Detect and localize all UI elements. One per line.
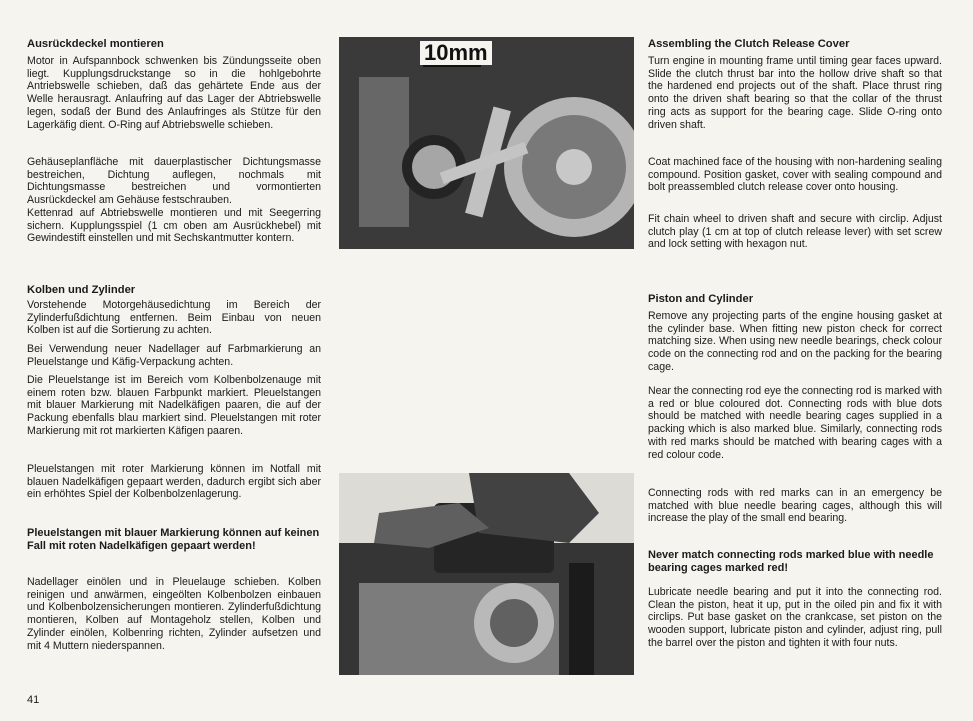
page-number: 41	[27, 694, 40, 706]
paragraph: Pleuelstangen mit roter Markierung können im Notfall mit blauen Nadelkäfigen gepaart werden, dadurch ergibt sich aber ein erhöhtes Spiel der Kolbenbolzenlagerung.	[27, 463, 321, 501]
paragraph: Coat machined face of the housing with non-hardening sealing compound. Position gasket, cover with sealing compound and bolt preassembled clutch release cover onto housing.	[648, 156, 942, 194]
warning-text: Pleuelstangen mit blauer Markierung können auf keinen Fall mit roten Nadelkäfigen gepaart werden!	[27, 527, 320, 553]
heading-kolben-zylinder: Kolben und Zylinder	[27, 284, 136, 296]
paragraph: Turn engine in mounting frame until timing gear faces upward. Slide the clutch thrust bar into the hollow drive shaft so that the hardened end projects out of the shaft. Place thrust ring onto the driven shaft bearing so that the collar of the thrust ring acts as support for the bearing cage. Slide O-ring onto driven shaft.	[648, 55, 942, 131]
heading-piston-cylinder: Piston and Cylinder	[648, 293, 754, 305]
paragraph: Gehäuseplanfläche mit dauerplastischer Dichtungsmasse bestreichen, Dichtung auflegen, nochmals mit Dichtungsmasse bestreichen und vormontierten Ausrückdeckel am Gehäuse festschrauben.	[27, 156, 321, 207]
dimension-label: 10mm	[420, 41, 492, 65]
paragraph: Lubricate needle bearing and put it into the connecting rod. Clean the piston, heat it up, put in the oiled pin and fix it with circlips. Put base gasket on the crankcase, set piston on the wooden support, lubricate piston and cylinder, adjust ring, pull the barrel over the piston and tighten it with four nuts.	[648, 586, 942, 649]
paragraph: Near the connecting rod eye the connecting rod is marked with a red or blue coloured dot. Connecting rods with blue dots should be matched with needle bearing cages supplied in a packing which is also marked blue. Similarly, connecting rods with red marks should be matched with bearing cages with a red colour code.	[648, 385, 942, 461]
heading-ausrueckdeckel: Ausrückdeckel montieren	[27, 38, 164, 50]
paragraph: Nadellager einölen und in Pleuelauge schieben. Kolben reinigen und anwärmen, eingeölten Kolbenbolzen einbauen und Kolbenbolzensicherungen montieren. Zylinderfußdichtung montieren, Kolben auf Montageholz stellen, Kolben und Zylinder einölen, Kolbenring richten, Zylinder aufsetzen und mit 4 Muttern niederspannen.	[27, 576, 321, 652]
paragraph: Kettenrad auf Abtriebswelle montieren und mit Seegerring sichern. Kupplungsspiel (1 cm oben am Ausrückhebel) mit Gewindestift einstellen und mit Sechskantmutter kontern.	[27, 207, 321, 245]
heading-clutch-release-cover: Assembling the Clutch Release Cover	[648, 38, 850, 50]
paragraph: Connecting rods with red marks can in an emergency be matched with blue needle bearing cages, although this will increase the play of the small end bearing.	[648, 487, 942, 525]
paragraph: Motor in Aufspannbock schwenken bis Zündungsseite oben liegt. Kupplungsdruckstange so in die hohlgebohrte Antriebswelle schieben, daß das gehärtete Ende aus der Welle herausragt. Anlaufring auf das Lager der Abtriebswelle legen, sodaß der Bund des Anlaufringes als Stütze für den Lagerkäfig dient. O-Ring auf Abtriebswelle schieben.	[27, 55, 321, 131]
arrow-icon	[423, 65, 481, 67]
paragraph: Remove any projecting parts of the engine housing gasket at the cylinder base. When fitting new piston check for correct matching size. When using new needle bearings, check colour code on the connecting rod and on the packing for the bearing cage.	[648, 310, 942, 373]
paragraph: Vorstehende Motorgehäusedichtung im Bereich der Zylinderfußdichtung entfernen. Beim Einbau von neuen Kolben ist auf die Sortierung zu achten.	[27, 299, 321, 337]
warning-text: Never match connecting rods marked blue with needle bearing cages marked red!	[648, 549, 934, 575]
photo-piston-cylinder	[339, 473, 634, 675]
paragraph: Bei Verwendung neuer Nadellager auf Farbmarkierung an Pleuelstange und Käfig-Verpackung achten.	[27, 343, 321, 368]
paragraph: Die Pleuelstange ist im Bereich vom Kolbenbolzenauge mit einem roten bzw. blauen Farbpunkt markiert. Pleuelstangen mit blauer Markierung mit Nadelkäfigen paaren, die auf der Packung ebenfalls blau markiert sind. Pleuelstangen mit roter Markierung mit rot markierten Käfigen paaren.	[27, 374, 321, 437]
photo-clutch-cover	[339, 37, 634, 249]
paragraph: Fit chain wheel to driven shaft and secure with circlip. Adjust clutch play (1 cm at top of clutch release lever) with set screw and lock setting with hexagon nut.	[648, 213, 942, 251]
